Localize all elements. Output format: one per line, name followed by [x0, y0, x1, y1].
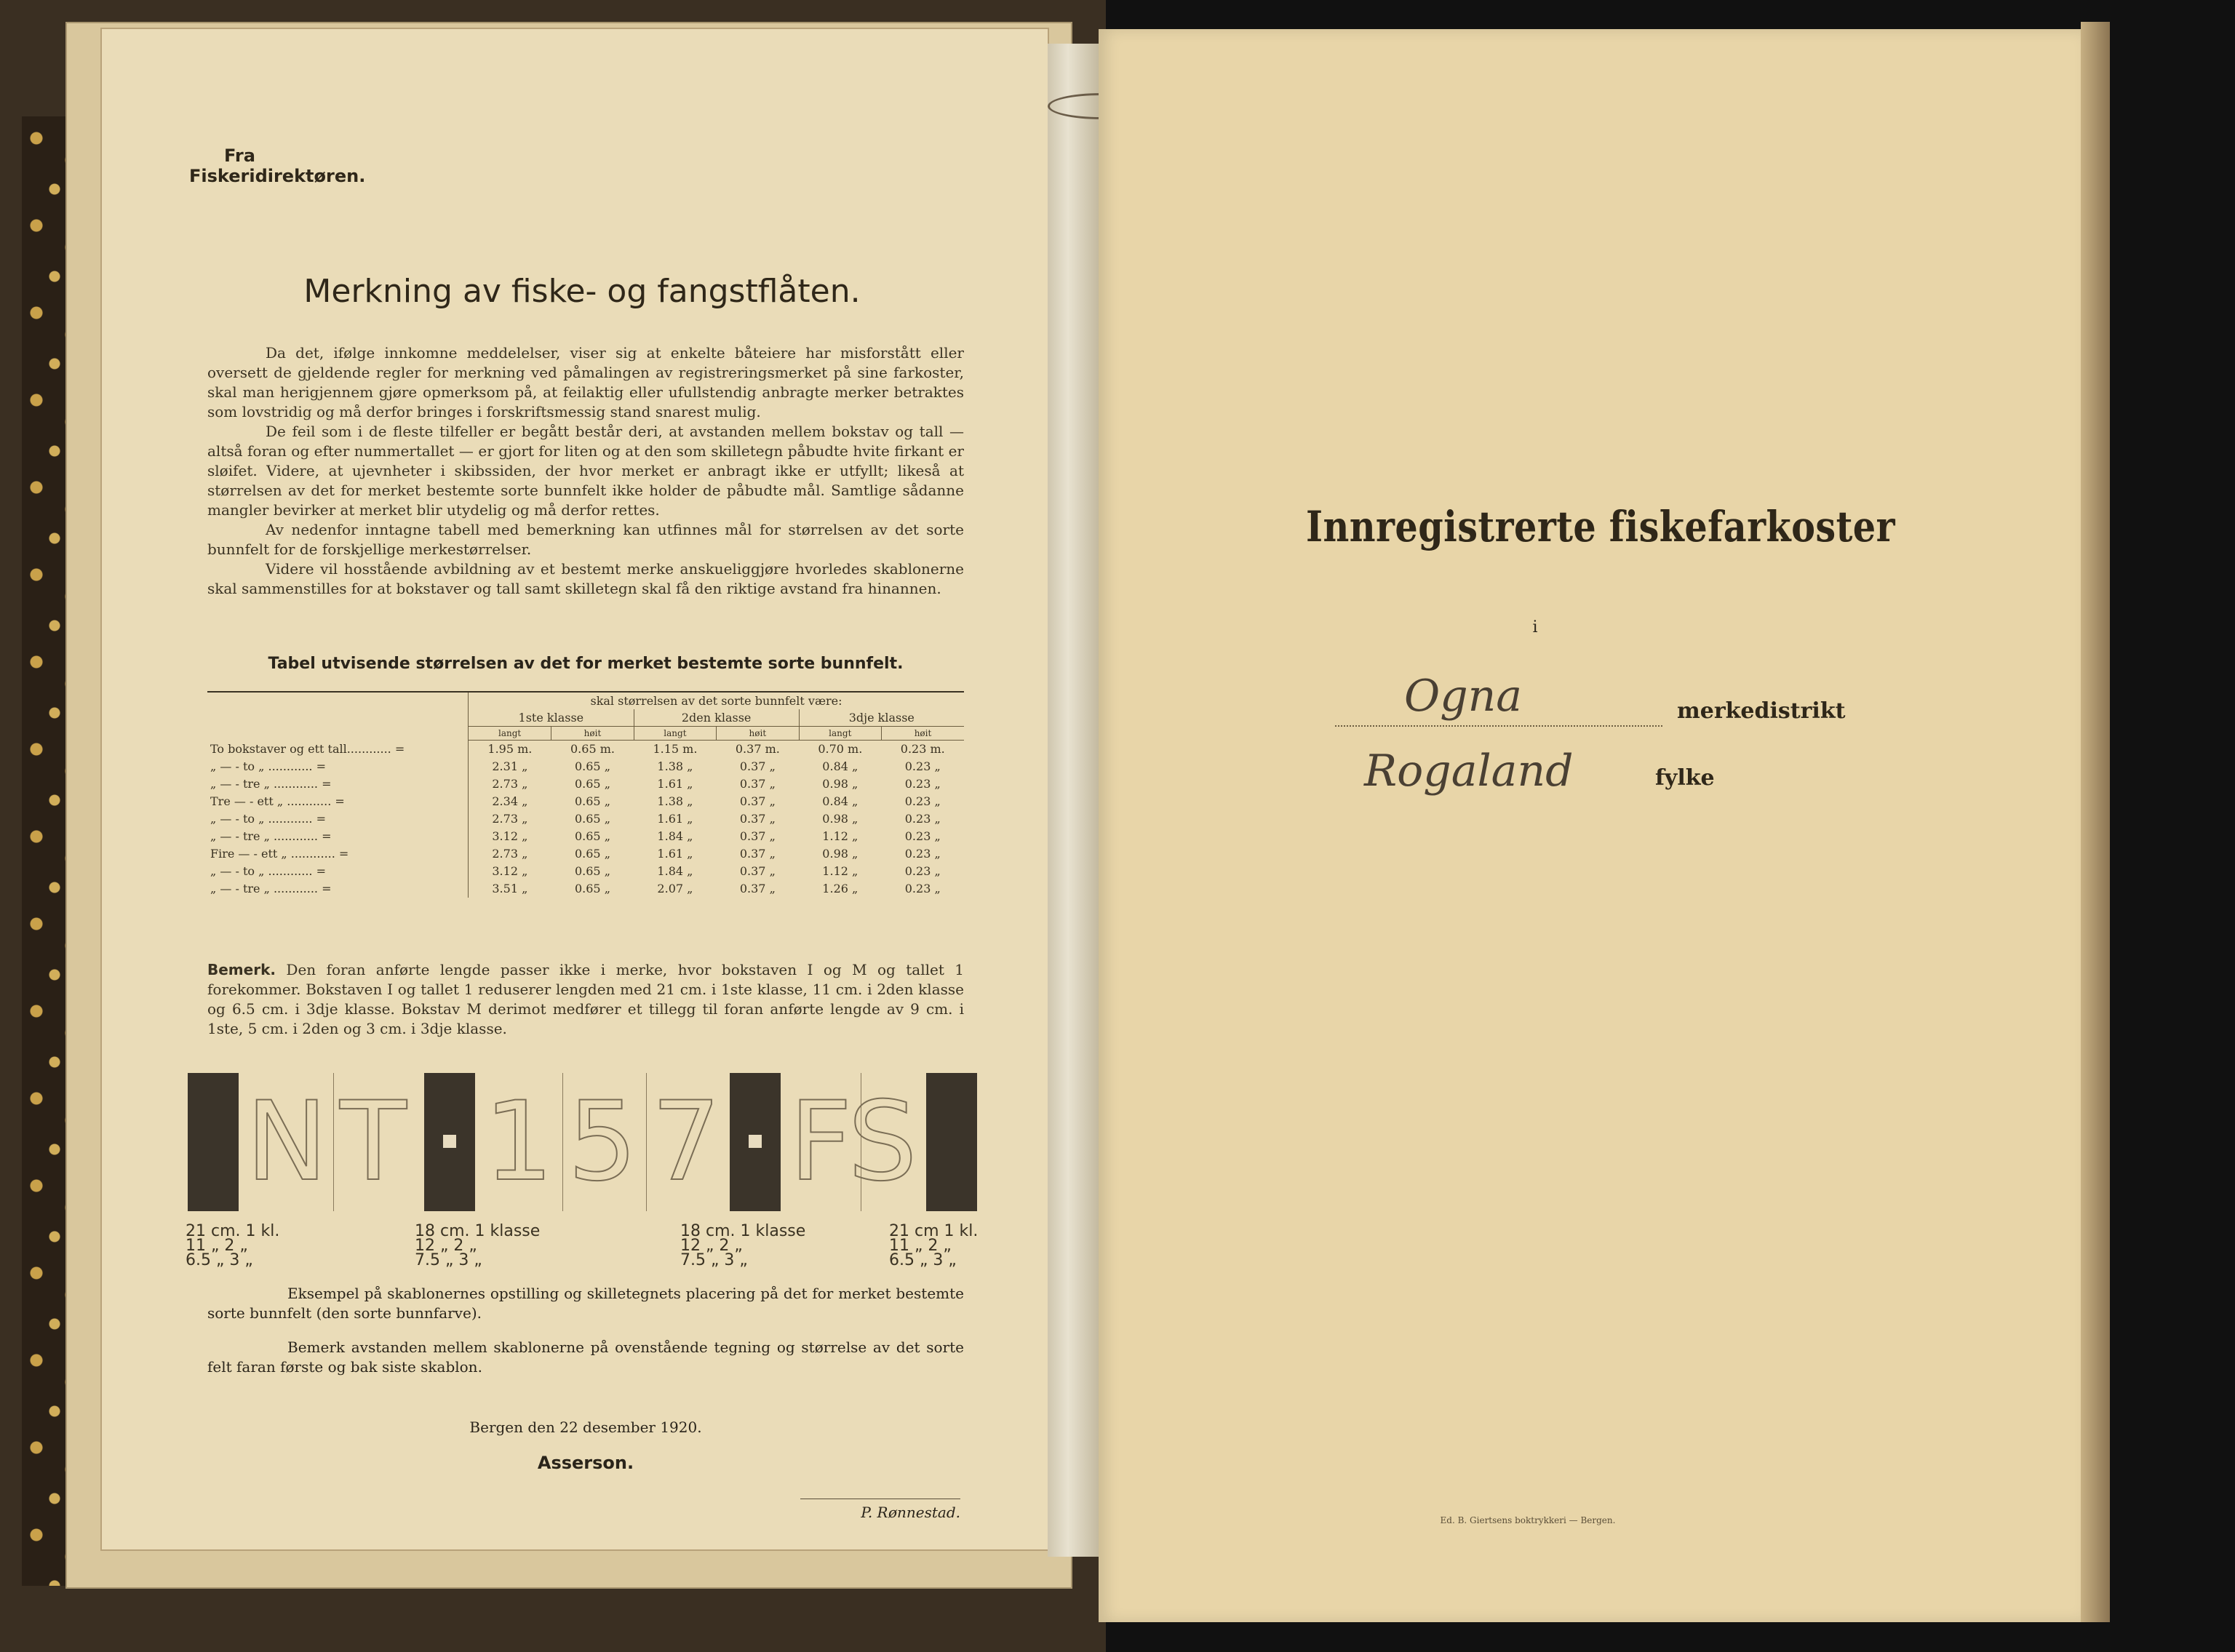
- row-label: „ — - tre „ ............ =: [207, 775, 469, 793]
- plate-letter: S: [848, 1079, 917, 1205]
- subheader-length: langt: [634, 727, 716, 741]
- table-cell: 0.98 „: [822, 777, 858, 791]
- table-row: [207, 863, 964, 880]
- row-label: „ — - to „ ............ =: [207, 863, 469, 880]
- table-row: [207, 845, 964, 863]
- dim-line: 11 „ 2 „: [889, 1237, 952, 1255]
- table-row: [207, 775, 964, 793]
- table-cell: 2.73 „: [492, 812, 528, 826]
- plate-divider: [646, 1073, 647, 1211]
- table-row: [207, 741, 964, 759]
- table-cell: 0.37 „: [739, 777, 776, 791]
- dim-line: 21 cm 1 kl.: [889, 1222, 979, 1240]
- table-title: Tabel utvisende størrelsen av det for merket bestemte sorte bunnfelt.: [268, 655, 904, 673]
- table-cell: 0.23 „: [904, 864, 941, 878]
- right-page-title: [1099, 29, 2081, 1622]
- table-cell: 0.37 „: [739, 794, 776, 808]
- table-cell: 0.65 m.: [570, 742, 615, 756]
- dimension-label: [415, 1224, 540, 1268]
- register-title: Innregistrerte fiskefarkoster: [1305, 502, 1895, 551]
- caption-example: Eksempel på skablonernes opstilling og skilletegnets placering på det for merket bestemte sorte bunnfelt (den sorte bunnfarve).: [207, 1285, 964, 1322]
- table-cell: 0.23 „: [904, 847, 941, 861]
- cosignature: P. Rønnestad.: [800, 1499, 960, 1521]
- table-cell: 1.84 „: [657, 864, 693, 878]
- sender-name: Fiskeridirektøren.: [189, 166, 366, 186]
- table-cell: 1.12 „: [822, 864, 858, 878]
- table-cell: 0.37 „: [739, 864, 776, 878]
- dim-line: 6.5 „ 3 „: [186, 1251, 253, 1269]
- table-cell: 0.98 „: [822, 812, 858, 826]
- dimension-label: [680, 1224, 805, 1268]
- table-cell: 2.07 „: [657, 882, 693, 895]
- remark: [207, 960, 964, 1039]
- row-label: „ — - to „ ............ =: [207, 810, 469, 828]
- registration-mark-illustration: [188, 1073, 977, 1211]
- subheader-height: høit: [717, 727, 799, 741]
- table-cell: 0.23 „: [904, 759, 941, 773]
- dimension-label: [889, 1224, 978, 1268]
- table-cell: 1.84 „: [657, 829, 693, 843]
- table-cell: 0.23 „: [904, 777, 941, 791]
- plate-letter: F: [789, 1079, 853, 1205]
- table-row: [207, 793, 964, 810]
- size-table: [207, 691, 964, 898]
- white-square-separator: [749, 1135, 762, 1148]
- table-cell: 0.84 „: [822, 794, 858, 808]
- plate-divider: [562, 1073, 563, 1211]
- dim-line: 18 cm. 1 klasse: [680, 1222, 806, 1240]
- table-cell: 2.73 „: [492, 777, 528, 791]
- paragraph: Da det, ifølge innkomne meddelelser, viser sig at enkelte båteiere har misforstått eller oversett de gjeldende regler for merkning ved påmalingen av registreringsmerket på sine farkoster, skal man herigjennem gjøre opmerksom på, at feilaktig eller ufullstendig anbragte merker betraktes som lovstridig og må derfor bringes i forskriftsmessig stand snarest mulig.: [207, 344, 964, 420]
- table-cell: 0.37 „: [739, 882, 776, 895]
- table-cell: 0.37 „: [739, 829, 776, 843]
- row-label: Tre — - ett „ ............ =: [207, 793, 469, 810]
- table-cell: 0.37 m.: [735, 742, 780, 756]
- sender-from: Fra: [224, 145, 255, 166]
- table-cell: 0.65 „: [574, 812, 610, 826]
- circular-body: [207, 343, 964, 599]
- caption-note: Bemerk avstanden mellem skablonerne på ovenstående tegning og størrelse av det sorte felt faran første og bak siste skablon.: [207, 1338, 964, 1376]
- row-label: „ — - to „ ............ =: [207, 758, 469, 775]
- black-field-left: [188, 1073, 239, 1211]
- county-label: fylke: [1655, 765, 1715, 791]
- table-cell: 3.12 „: [492, 864, 528, 878]
- plate-digit: 5: [567, 1079, 637, 1205]
- table-cell: 0.23 „: [904, 829, 941, 843]
- dimension-label: [186, 1224, 279, 1268]
- subheader-height: høit: [551, 727, 634, 741]
- table-cell: 0.65 „: [574, 759, 610, 773]
- table-cell: 0.84 „: [822, 759, 858, 773]
- dim-line: 7.5 „ 3 „: [415, 1251, 482, 1269]
- plate-digit: 7: [651, 1079, 721, 1205]
- subheader-length: langt: [799, 727, 881, 741]
- subheader-height: høit: [882, 727, 964, 741]
- subheader-length: langt: [469, 727, 551, 741]
- table-cell: 1.38 „: [657, 794, 693, 808]
- plate-letter: N: [246, 1079, 328, 1205]
- table-cell: 0.37 „: [739, 812, 776, 826]
- district-label: merkedistrikt: [1677, 698, 1846, 724]
- illustration-caption: [207, 1284, 964, 1392]
- table-cell: 2.31 „: [492, 759, 528, 773]
- table-cell: 0.70 m.: [818, 742, 863, 756]
- black-field-right: [926, 1073, 977, 1211]
- class-header: 2den klasse: [634, 709, 799, 727]
- table-cell: 3.51 „: [492, 882, 528, 895]
- table-cell: 0.65 „: [574, 847, 610, 861]
- row-label: „ — - tre „ ............ =: [207, 828, 469, 845]
- table-cell: 3.12 „: [492, 829, 528, 843]
- table-cell: 0.65 „: [574, 882, 610, 895]
- class-header: 1ste klasse: [469, 709, 634, 727]
- table-cell: 1.38 „: [657, 759, 693, 773]
- table-cell: 1.12 „: [822, 829, 858, 843]
- plate-divider: [333, 1073, 334, 1211]
- table-row: [207, 828, 964, 845]
- table-cell: 1.61 „: [657, 847, 693, 861]
- white-square-separator: [443, 1135, 456, 1148]
- table-cell: 0.98 „: [822, 847, 858, 861]
- dim-line: 12 „ 2 „: [415, 1237, 477, 1255]
- table-cell: 0.65 „: [574, 829, 610, 843]
- sender-label: [189, 145, 378, 186]
- paragraph: Videre vil hosstående avbildning av et bestemt merke anskueliggjøre hvorledes skablonerne skal sammenstilles for at bokstaver og tall samt skilletegn skal få den riktige avstand fra hinannen.: [207, 560, 964, 597]
- class-header: 3dje klasse: [799, 709, 964, 727]
- table-cell: 0.23 m.: [900, 742, 945, 756]
- table-cell: 1.15 m.: [653, 742, 698, 756]
- dim-line: 6.5 „ 3 „: [889, 1251, 957, 1269]
- table-row: [207, 758, 964, 775]
- table-cell: 1.61 „: [657, 777, 693, 791]
- row-label: „ — - tre „ ............ =: [207, 880, 469, 898]
- table-row: [207, 880, 964, 898]
- table-cell: 0.23 „: [904, 794, 941, 808]
- spine-tape: [1048, 44, 1099, 1557]
- plate-digit: 1: [484, 1079, 554, 1205]
- size-table-body: [207, 741, 964, 898]
- table-cell: 0.65 „: [574, 794, 610, 808]
- row-label: Fire — - ett „ ............ =: [207, 845, 469, 863]
- table-super-header: skal størrelsen av det sorte bunnfelt være:: [469, 692, 965, 709]
- circular-heading: Merkning av fiske- og fangstflåten.: [303, 273, 861, 310]
- table-cell: 1.26 „: [822, 882, 858, 895]
- table-cell: 0.37 „: [739, 847, 776, 861]
- printer-imprint: Ed. B. Giertsens boktrykkeri — Bergen.: [1440, 1515, 1616, 1525]
- county-handwritten: Rogaland: [1364, 746, 1574, 797]
- table-cell: 0.65 „: [574, 777, 610, 791]
- row-label: To bokstaver og ett tall............ =: [207, 741, 469, 759]
- table-row: [207, 810, 964, 828]
- plate-letter: T: [340, 1079, 407, 1205]
- dim-line: 7.5 „ 3 „: [680, 1251, 748, 1269]
- paragraph: De feil som i de fleste tilfeller er begått består deri, at avstanden mellem bokstav og tall — altså foran og efter nummertallet — er gjort for liten og at den som skilletegn påbudte hvite firkant er sløifet. Videre, at ujevnheter i skibssiden, der hvor merket er anbragt ikke er utfyllt; likeså at størrelsen av det for merket bestemte sorte bunnfelt ikke holder de påbudte mål. Samtlige sådanne mangler bevirker at merket blir utydelig og må derfor rettes.: [207, 423, 964, 519]
- dim-line: 18 cm. 1 klasse: [415, 1222, 541, 1240]
- remark-label: Bemerk.: [207, 961, 276, 978]
- table-cell: 0.37 „: [739, 759, 776, 773]
- table-cell: 1.95 m.: [487, 742, 533, 756]
- dim-line: 21 cm. 1 kl.: [186, 1222, 280, 1240]
- table-cell: 2.34 „: [492, 794, 528, 808]
- dim-line: 11 „ 2 „: [186, 1237, 248, 1255]
- dim-line: 12 „ 2 „: [680, 1237, 743, 1255]
- page-edges: [2081, 22, 2110, 1622]
- dateline: Bergen den 22 desember 1920.: [469, 1418, 702, 1436]
- table-cell: 1.61 „: [657, 812, 693, 826]
- table-cell: 0.23 „: [904, 812, 941, 826]
- table-corner: [207, 692, 469, 741]
- table-cell: 0.23 „: [904, 882, 941, 895]
- title-connector: i: [1532, 618, 1538, 637]
- district-handwritten: Ogna: [1404, 671, 1523, 722]
- paragraph: Av nedenfor inntagne tabell med bemerkning kan utfinnes mål for størrelsen av det sorte bunnfelt for de forskjellige merkestørrelser.: [207, 521, 964, 558]
- table-cell: 0.65 „: [574, 864, 610, 878]
- signature: Asserson.: [537, 1453, 634, 1473]
- remark-text: Den foran anførte lengde passer ikke i merke, hvor bokstaven I og M og tallet 1 forekommer. Bokstaven I og tallet 1 reduserer lengden med 21 cm. i 1ste klasse, 11 cm. i 2den klasse og 6.5 cm. i 3dje klasse. Bokstav M derimot medfører et tillegg til foran anførte lengde av 9 cm. i 1ste, 5 cm. i 2den og 3 cm. i 3dje klasse.: [207, 961, 964, 1037]
- table-cell: 2.73 „: [492, 847, 528, 861]
